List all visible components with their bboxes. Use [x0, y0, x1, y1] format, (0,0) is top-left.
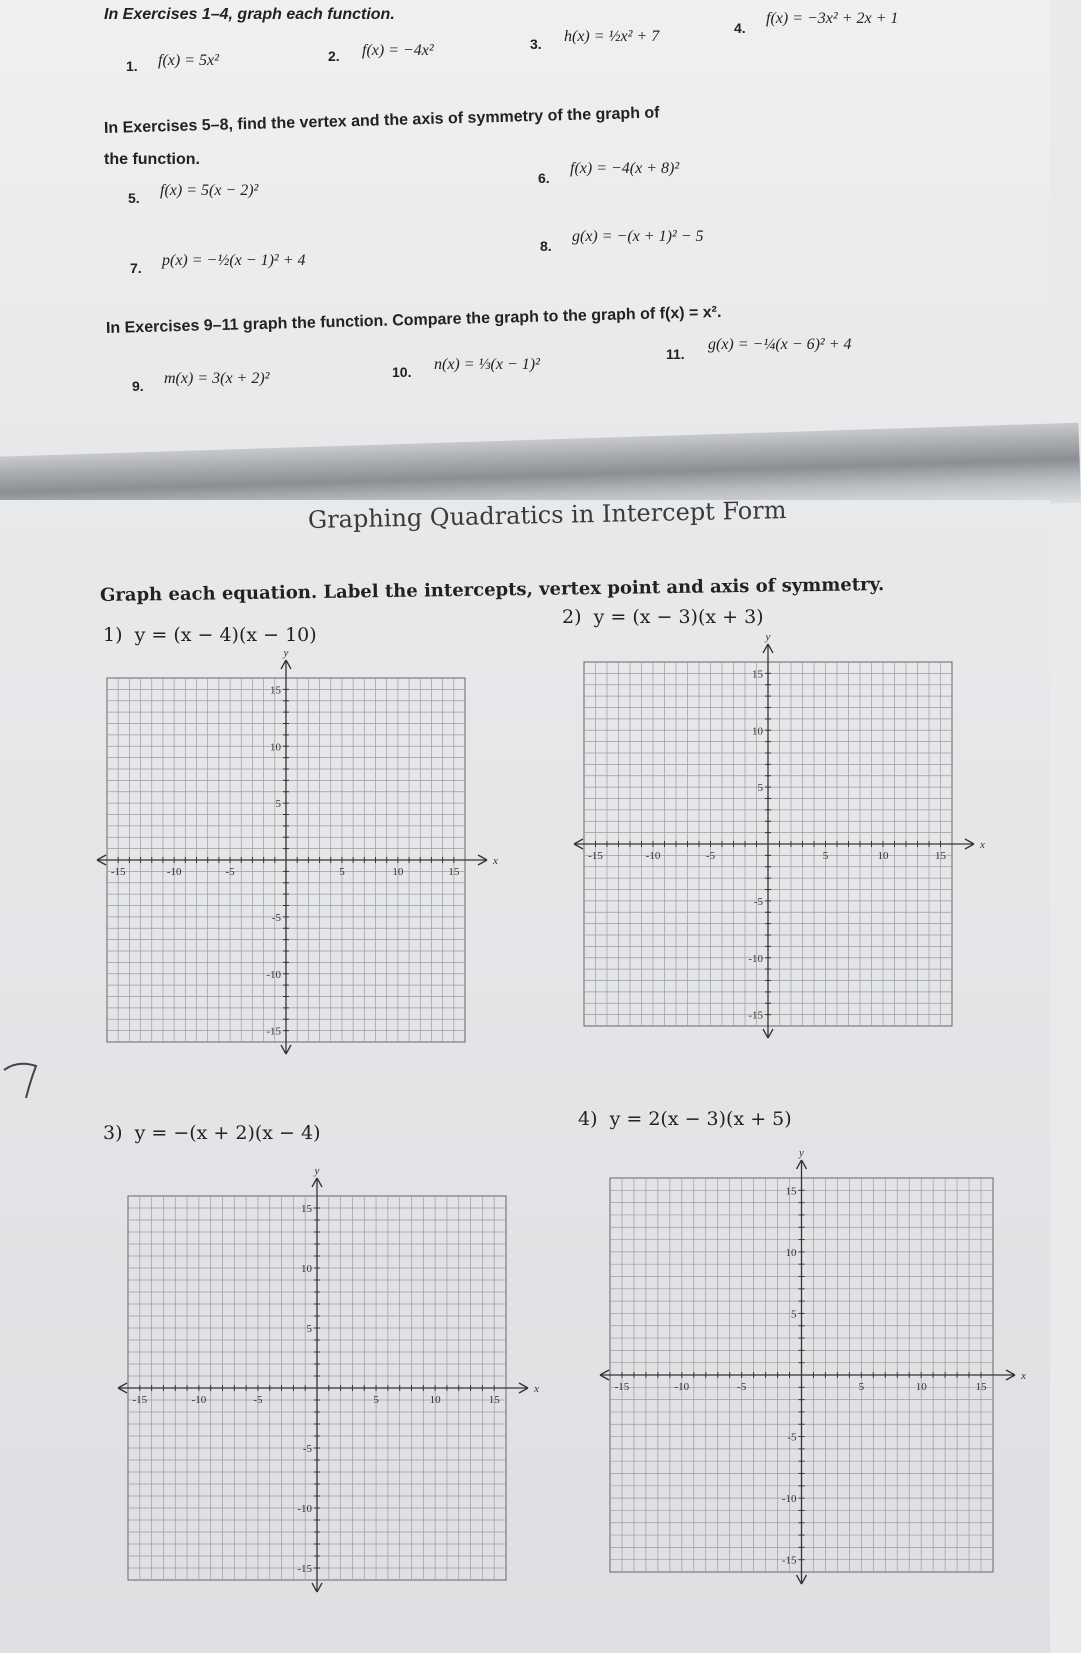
- x-tick-label: -5: [705, 850, 716, 862]
- exercise-equation: m(x) = 3(x + 2)²: [164, 370, 270, 387]
- y-tick-label: 15: [785, 1185, 797, 1198]
- x-tick-label: 15: [935, 850, 946, 862]
- y-tick-label: 5: [306, 1323, 312, 1335]
- x-tick-label: 15: [975, 1381, 987, 1393]
- y-tick-label: 15: [752, 668, 763, 681]
- exercise-equation: h(x) = ½x² + 7: [564, 28, 660, 45]
- x-axis-label: x: [1021, 1370, 1026, 1382]
- y-tick-label: 10: [301, 1263, 312, 1275]
- y-tick-label: 10: [270, 741, 281, 754]
- y-tick-label: 15: [270, 684, 281, 697]
- exercise-number: 6.: [538, 170, 550, 186]
- problem-2-label: 2) y = (x − 3)(x + 3): [562, 606, 764, 628]
- exercise-number: 3.: [530, 36, 542, 52]
- y-axis-label: y: [799, 1147, 804, 1159]
- y-tick-label: -10: [781, 1493, 797, 1506]
- y-tick-label: -5: [271, 911, 281, 924]
- exercise-equation: f(x) = −4(x + 8)²: [570, 160, 680, 177]
- y-tick-label: -5: [302, 1443, 312, 1455]
- exercise-number: 8.: [540, 238, 552, 254]
- y-tick-label: 10: [785, 1246, 797, 1259]
- section2-header-cont: the function.: [104, 151, 200, 168]
- problem-1-equation: y = (x − 4)(x − 10): [134, 624, 317, 646]
- worksheet-instructions: Graph each equation. Label the intercepts, vertex point and axis of symmetry.: [99, 574, 885, 606]
- x-tick-label: -15: [132, 1394, 148, 1406]
- x-tick-label: -15: [110, 866, 126, 878]
- section1-header: In Exercises 1–4, graph each function.: [104, 6, 395, 23]
- exercise-number: 5.: [128, 190, 140, 206]
- y-tick-label: -5: [787, 1431, 797, 1444]
- x-tick-label: -10: [645, 850, 661, 862]
- x-axis-label: x: [493, 855, 498, 867]
- exercise-equation: p(x) = −½(x − 1)² + 4: [162, 252, 306, 269]
- exercise-equation: g(x) = −(x + 1)² − 5: [572, 228, 704, 245]
- x-tick-label: -10: [191, 1394, 207, 1406]
- section3-header: In Exercises 9–11 graph the function. Compare the graph to the graph of f(x) = x².: [105, 303, 722, 337]
- x-tick-label: 10: [877, 850, 889, 862]
- x-tick-label: -5: [737, 1381, 747, 1393]
- exercise-number: 10.: [392, 364, 412, 380]
- grid-svg: [85, 647, 498, 1062]
- x-tick-label: 10: [915, 1381, 927, 1393]
- textbook-page: [0, 0, 1050, 470]
- problem-1-label: 1) y = (x − 4)(x − 10): [103, 624, 317, 646]
- y-tick-label: -15: [781, 1554, 797, 1567]
- exercise-number: 7.: [130, 260, 142, 276]
- x-tick-label: -10: [674, 1381, 690, 1393]
- coordinate-grid-4[interactable]: [588, 1147, 1026, 1592]
- x-tick-label: 10: [392, 866, 404, 878]
- exercise-number: 4.: [734, 20, 746, 36]
- y-tick-label: -5: [753, 895, 763, 908]
- y-tick-label: -15: [748, 1009, 763, 1022]
- coordinate-grid-1[interactable]: [85, 647, 498, 1062]
- x-tick-label: -10: [166, 866, 182, 878]
- y-tick-label: -15: [297, 1563, 312, 1575]
- x-tick-label: -5: [225, 866, 235, 878]
- grid-svg: [562, 631, 985, 1046]
- x-axis-label: x: [534, 1383, 539, 1395]
- exercise-equation: f(x) = −4x²: [362, 42, 434, 59]
- y-tick-label: 5: [757, 782, 763, 795]
- y-tick-label: 5: [275, 798, 281, 811]
- exercise-equation: f(x) = 5(x − 2)²: [160, 182, 259, 199]
- exercise-number: 1.: [126, 58, 138, 74]
- y-tick-label: 5: [791, 1308, 797, 1321]
- section2-header: In Exercises 5–8, find the vertex and the axis of symmetry of the graph of: [103, 104, 660, 137]
- worksheet-title: Graphing Quadratics in Intercept Form: [307, 495, 787, 534]
- x-tick-label: 15: [488, 1394, 500, 1406]
- y-axis-label: y: [283, 647, 289, 659]
- exercise-equation: g(x) = −¼(x − 6)² + 4: [708, 336, 852, 353]
- grid-svg: [106, 1165, 539, 1600]
- y-tick-label: -15: [266, 1025, 281, 1038]
- x-tick-label: -15: [588, 850, 603, 862]
- exercise-equation: f(x) = 5x²: [158, 52, 219, 69]
- y-axis-label: y: [314, 1165, 320, 1177]
- x-tick-label: 5: [858, 1381, 865, 1393]
- x-tick-label: -15: [614, 1381, 630, 1393]
- y-tick-label: 15: [301, 1203, 312, 1215]
- problem-4-label: 4) y = 2(x − 3)(x + 5): [578, 1108, 792, 1130]
- problem-3-equation: y = −(x + 2)(x − 4): [134, 1122, 321, 1144]
- y-tick-label: -10: [748, 952, 763, 965]
- grid-svg: [588, 1147, 1026, 1592]
- exercise-number: 2.: [328, 48, 340, 64]
- pencil-mark-icon: [0, 1058, 44, 1102]
- x-tick-label: 5: [822, 850, 829, 862]
- exercise-number: 9.: [132, 378, 144, 394]
- exercise-equation: f(x) = −3x² + 2x + 1: [766, 10, 899, 27]
- y-tick-label: -10: [297, 1503, 312, 1515]
- problem-3-label: 3) y = −(x + 2)(x − 4): [103, 1122, 321, 1144]
- x-tick-label: 5: [373, 1394, 379, 1406]
- exercise-number: 11.: [666, 346, 685, 362]
- coordinate-grid-2[interactable]: [562, 631, 985, 1046]
- y-tick-label: -10: [266, 968, 281, 981]
- x-tick-label: 15: [448, 866, 460, 878]
- x-tick-label: -5: [253, 1394, 263, 1406]
- problem-4-equation: y = 2(x − 3)(x + 5): [609, 1108, 792, 1130]
- exercise-equation: n(x) = ⅓(x − 1)²: [434, 356, 540, 373]
- y-axis-label: y: [765, 631, 771, 643]
- x-tick-label: 10: [429, 1394, 441, 1406]
- problem-2-equation: y = (x − 3)(x + 3): [593, 606, 764, 628]
- y-tick-label: 10: [752, 725, 763, 738]
- coordinate-grid-3[interactable]: [106, 1165, 539, 1600]
- x-axis-label: x: [980, 839, 985, 851]
- x-tick-label: 5: [339, 866, 345, 878]
